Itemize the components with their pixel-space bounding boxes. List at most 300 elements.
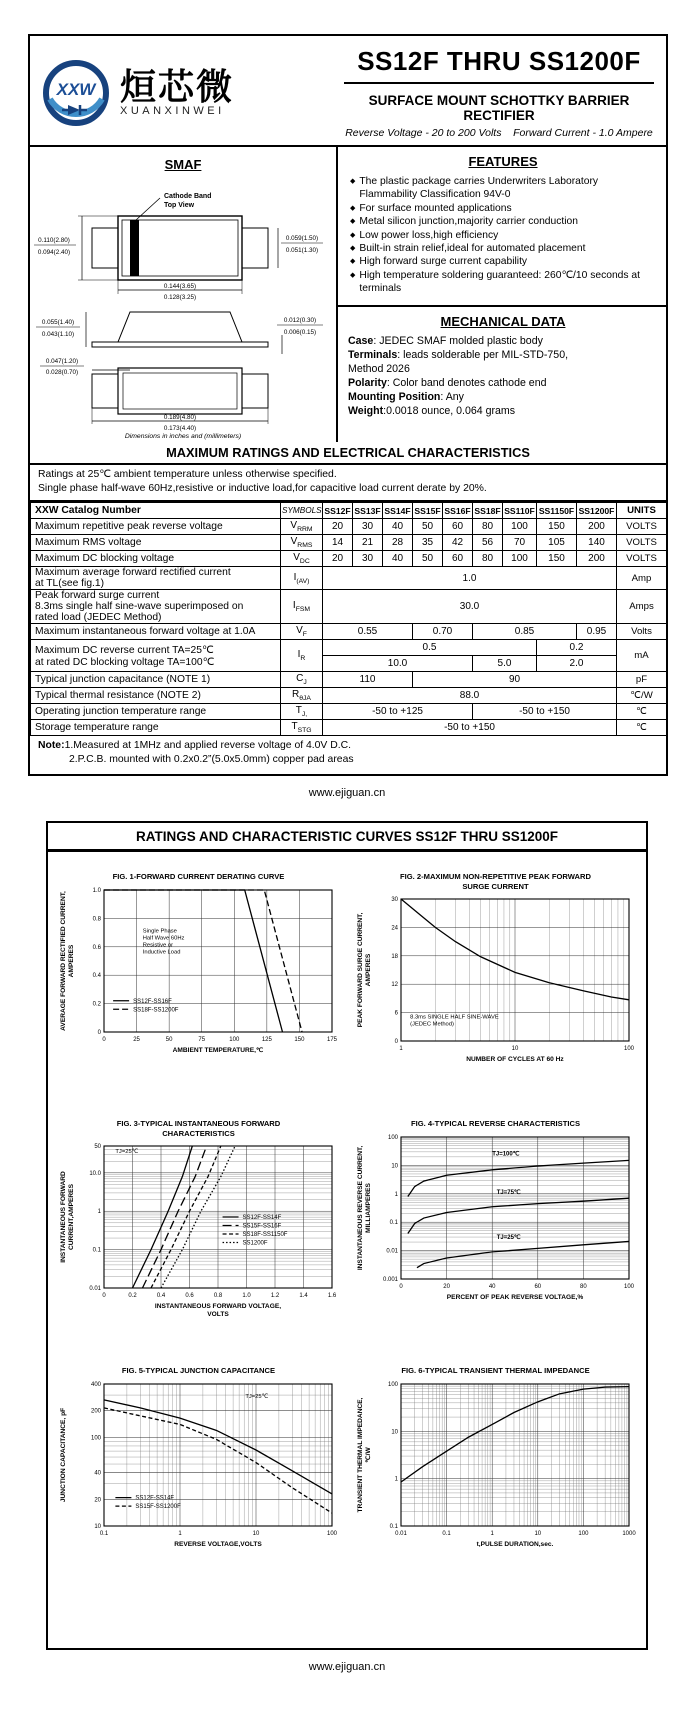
svg-text:1.2: 1.2 xyxy=(270,1293,279,1300)
bullet-icon: ◆ xyxy=(350,244,356,252)
fig1-title: FIG. 1-FORWARD CURRENT DERATING CURVE xyxy=(112,872,285,882)
svg-text:TJ=25℃: TJ=25℃ xyxy=(244,1393,268,1400)
unit-cell: VOLTS xyxy=(617,551,667,567)
svg-text:0: 0 xyxy=(97,1029,101,1036)
unit-cell: Volts xyxy=(617,624,667,640)
features-heading: FEATURES xyxy=(468,154,538,169)
svg-text:(JEDEC Method): (JEDEC Method) xyxy=(409,1021,454,1028)
svg-text:INSTANTANEOUS REVERSE CURRENT,: INSTANTANEOUS REVERSE CURRENT, xyxy=(356,1145,364,1270)
unit-cell: VOLTS xyxy=(617,519,667,535)
svg-text:JUNCTION CAPACITANCE, pF: JUNCTION CAPACITANCE, pF xyxy=(59,1407,67,1502)
svg-text:200: 200 xyxy=(90,1408,101,1415)
svg-text:TJ=25℃: TJ=25℃ xyxy=(114,1149,138,1156)
unit-cell: mA xyxy=(617,640,667,672)
svg-text:0.1: 0.1 xyxy=(389,1523,398,1530)
svg-text:NUMBER OF CYCLES AT 60 Hz: NUMBER OF CYCLES AT 60 Hz xyxy=(465,1056,564,1064)
figure-1 xyxy=(56,860,342,1105)
value-cell: 200 xyxy=(577,551,617,567)
svg-text:Single Phase: Single Phase xyxy=(142,928,177,935)
row-label: Maximum RMS voltage xyxy=(31,535,281,551)
feature-text: Low power loss,high efficiency xyxy=(359,229,499,241)
features-list xyxy=(348,175,658,295)
dim-label: 0.051(1.30) xyxy=(285,247,319,254)
svg-text:0.1: 0.1 xyxy=(99,1530,108,1537)
svg-text:100: 100 xyxy=(228,1036,239,1043)
svg-text:CURRENT,AMPERES: CURRENT,AMPERES xyxy=(67,1184,75,1251)
bullet-icon: ◆ xyxy=(350,204,356,212)
row-symbol: $C_J$ xyxy=(281,672,323,688)
value-cell: 20 xyxy=(323,519,353,535)
feature-item xyxy=(348,229,658,242)
svg-text:80: 80 xyxy=(579,1283,587,1290)
row-symbol: $I_{FSM}$ xyxy=(281,590,323,624)
datasheet-page-1 xyxy=(28,34,668,776)
svg-text:10: 10 xyxy=(533,1530,541,1537)
table-row xyxy=(31,535,667,551)
svg-text:SS15F-SS16F: SS15F-SS16F xyxy=(242,1223,281,1230)
value-cell: 28 xyxy=(383,535,413,551)
package-name: SMAF xyxy=(164,157,202,172)
row-label: Maximum instantaneous forward voltage at 1.0A xyxy=(31,624,281,640)
table-row xyxy=(31,672,667,688)
svg-text:0.01: 0.01 xyxy=(394,1530,407,1537)
svg-text:TJ=25℃: TJ=25℃ xyxy=(496,1234,521,1241)
row-label: Maximum DC reverse current TA=25℃ at rated DC blocking voltage TA=100℃ xyxy=(31,640,281,672)
unit-cell: Amp xyxy=(617,567,667,590)
feature-text: Metal silicon junction,majority carrier conduction xyxy=(359,216,579,228)
svg-text:Resistive or: Resistive or xyxy=(142,942,173,949)
svg-text:20: 20 xyxy=(442,1283,450,1290)
svg-text:25: 25 xyxy=(132,1036,140,1043)
part-number-header: SS13F xyxy=(353,503,383,519)
row-symbol: $T_{STG}$ xyxy=(281,720,323,736)
value-cell: 60 xyxy=(443,551,473,567)
svg-text:10.0: 10.0 xyxy=(88,1170,101,1177)
logo-emblem-icon xyxy=(40,57,112,129)
svg-text:PERCENT OF PEAK REVERSE VOLTAG: PERCENT OF PEAK REVERSE VOLTAGE,% xyxy=(446,1293,583,1301)
value-cell: 100 xyxy=(503,519,537,535)
symbols-header: SYMBOLS xyxy=(281,503,323,519)
value-cell: 80 xyxy=(473,519,503,535)
note-label: Note: xyxy=(38,740,65,752)
svg-text:40: 40 xyxy=(488,1283,496,1290)
value-cell: 2.0 xyxy=(537,656,617,672)
fig6-title: FIG. 6-TYPICAL TRANSIENT THERMAL IMPEDANCE xyxy=(401,1366,590,1376)
figure-6 xyxy=(353,1354,639,1589)
row-symbol: $T_{J,}$ xyxy=(281,704,323,720)
svg-text:60: 60 xyxy=(533,1283,541,1290)
svg-text:100: 100 xyxy=(623,1046,634,1053)
value-cell: 40 xyxy=(383,519,413,535)
dim-label: 0.047(1.20) xyxy=(45,358,79,365)
header xyxy=(30,36,666,147)
fig3-chart xyxy=(56,1138,342,1352)
fig5-chart xyxy=(56,1376,342,1590)
svg-text:1.4: 1.4 xyxy=(298,1293,308,1300)
value-cell: 70 xyxy=(503,535,537,551)
value-cell: 35 xyxy=(413,535,443,551)
svg-text:MILLIAMPERES: MILLIAMPERES xyxy=(364,1182,372,1233)
dim-label: 0.110(2.80) xyxy=(38,237,70,244)
value-cell: 60 xyxy=(443,519,473,535)
bullet-icon: ◆ xyxy=(350,271,356,279)
value-cell: 140 xyxy=(577,535,617,551)
svg-text:SS1200F: SS1200F xyxy=(242,1240,268,1247)
svg-text:PEAK FORWARD SURGE CURRENT,: PEAK FORWARD SURGE CURRENT, xyxy=(356,912,364,1028)
feature-item xyxy=(348,255,658,268)
brand-name-chinese: 烜芯微 xyxy=(120,65,235,107)
value-cell: 10.0 xyxy=(323,656,473,672)
brand-name-english: XUANXINWEI xyxy=(120,105,225,118)
part-number-header: SS18F xyxy=(473,503,503,519)
svg-text:t,PULSE DURATION,sec.: t,PULSE DURATION,sec. xyxy=(476,1540,553,1548)
figure-5 xyxy=(56,1354,342,1589)
svg-text:SS12F-SS14F: SS12F-SS14F xyxy=(242,1215,281,1222)
row-label: Maximum average forward rectified current at TL(see fig.1) xyxy=(31,567,281,590)
ratings-heading: MAXIMUM RATINGS AND ELECTRICAL CHARACTERISTICS xyxy=(30,442,666,465)
svg-text:1: 1 xyxy=(394,1476,398,1483)
svg-text:0.1: 0.1 xyxy=(92,1247,101,1254)
dim-label: 0.055(1.40) xyxy=(41,319,75,326)
value-cell: 30.0 xyxy=(323,590,617,624)
svg-text:100: 100 xyxy=(623,1283,634,1290)
cathode-callout: Cathode Band xyxy=(164,193,212,200)
table-row xyxy=(31,567,667,590)
row-label: Operating junction temperature range xyxy=(31,704,281,720)
svg-text:1: 1 xyxy=(490,1530,494,1537)
svg-text:0.1: 0.1 xyxy=(441,1530,451,1537)
part-number-header: SS16F xyxy=(443,503,473,519)
part-number-header: SS14F xyxy=(383,503,413,519)
value-cell: 50 xyxy=(413,551,443,567)
figure-4 xyxy=(353,1107,639,1352)
svg-text:0.8: 0.8 xyxy=(92,916,101,923)
dim-label: 0.028(0.70) xyxy=(45,369,79,376)
svg-text:100: 100 xyxy=(387,1134,398,1141)
fig3-title: FIG. 3-TYPICAL INSTANTANEOUS FORWARD CHARACTERISTICS xyxy=(116,1119,281,1138)
value-cell: 0.5 xyxy=(323,640,537,656)
svg-text:125: 125 xyxy=(261,1036,272,1043)
svg-text:10: 10 xyxy=(93,1523,101,1530)
value-cell: 42 xyxy=(443,535,473,551)
series-SS12F-SS14F xyxy=(104,1399,332,1493)
dim-label: 0.128(3.25) xyxy=(163,294,197,301)
svg-text:150: 150 xyxy=(293,1036,304,1043)
value-cell: 150 xyxy=(537,551,577,567)
value-cell: 110 xyxy=(323,672,413,688)
svg-text:Half Wave 60Hz: Half Wave 60Hz xyxy=(142,935,184,942)
bullet-icon: ◆ xyxy=(350,218,356,226)
mechanical-line: Terminals: leads solderable per MIL-STD-750, xyxy=(348,349,569,362)
features-section xyxy=(338,147,666,307)
table-row xyxy=(31,519,667,535)
value-cell: 21 xyxy=(353,535,383,551)
value-cell: 0.70 xyxy=(413,624,473,640)
svg-text:0.6: 0.6 xyxy=(92,944,101,951)
svg-text:8.3ms SINGLE HALF SINE-WAVE: 8.3ms SINGLE HALF SINE-WAVE xyxy=(409,1014,499,1021)
svg-text:1: 1 xyxy=(394,1191,398,1198)
svg-text:40: 40 xyxy=(93,1470,101,1477)
dim-label: 0.006(0.15) xyxy=(283,329,317,336)
dim-label: 0.059(1.50) xyxy=(285,235,319,242)
part-number-header: SS110F xyxy=(503,503,537,519)
value-cell: 56 xyxy=(473,535,503,551)
table-header-row xyxy=(31,503,667,519)
svg-text:100: 100 xyxy=(326,1530,337,1537)
svg-text:SS18F-SS1200F: SS18F-SS1200F xyxy=(132,1006,178,1013)
svg-text:100: 100 xyxy=(387,1381,398,1388)
value-cell: -50 to +150 xyxy=(473,704,617,720)
svg-text:1: 1 xyxy=(177,1530,182,1537)
feature-text: High temperature soldering guaranteed: 260℃/10 seconds at terminals xyxy=(359,269,640,294)
svg-text:50: 50 xyxy=(93,1144,101,1151)
svg-text:SS12F-SS14F: SS12F-SS14F xyxy=(134,1495,174,1502)
feature-text: Built-in strain relief,ideal for automated placement xyxy=(359,242,586,254)
svg-text:SS12F-SS16F: SS12F-SS16F xyxy=(132,998,172,1005)
mechanical-line: Polarity: Color band denotes cathode end xyxy=(348,377,547,390)
series-SS12F-SS16F xyxy=(104,890,282,1032)
value-cell: 88.0 xyxy=(323,688,617,704)
value-cell: 20 xyxy=(323,551,353,567)
value-cell: 200 xyxy=(577,519,617,535)
svg-text:1.0: 1.0 xyxy=(241,1293,251,1300)
table-row xyxy=(31,720,667,736)
value-cell: 30 xyxy=(353,551,383,567)
notes-section xyxy=(30,736,666,774)
row-symbol: $R_{\theta JA}$ xyxy=(281,688,323,704)
svg-text:1.0: 1.0 xyxy=(92,887,101,894)
table-row xyxy=(31,688,667,704)
svg-text:℃/W: ℃/W xyxy=(364,1446,372,1463)
svg-text:INSTANTANEOUS FORWARD VOLTAGE,: INSTANTANEOUS FORWARD VOLTAGE, xyxy=(154,1303,281,1311)
dim-label: 0.043(1.10) xyxy=(41,331,75,338)
svg-text:20: 20 xyxy=(93,1496,101,1503)
svg-text:0: 0 xyxy=(394,1039,398,1046)
svg-text:400: 400 xyxy=(90,1381,101,1388)
value-cell: 80 xyxy=(473,551,503,567)
table-row xyxy=(31,624,667,640)
fig5-title: FIG. 5-TYPICAL JUNCTION CAPACITANCE xyxy=(121,1366,276,1376)
value-cell: 0.55 xyxy=(323,624,413,640)
mechanical-line: Weight:0.0018 ounce, 0.064 grams xyxy=(348,405,516,418)
series-TJ=25℃ xyxy=(416,1241,628,1267)
svg-text:TJ=100℃: TJ=100℃ xyxy=(491,1151,519,1158)
table-row xyxy=(31,551,667,567)
catalog-number-header: XXW Catalog Number xyxy=(31,503,281,519)
units-header: UNITS xyxy=(617,503,667,519)
part-number-header: SS15F xyxy=(413,503,443,519)
svg-text:Inductive Load: Inductive Load xyxy=(142,949,180,956)
row-symbol: $V_{RMS}$ xyxy=(281,535,323,551)
value-cell: 1.0 xyxy=(323,567,617,590)
svg-text:1.6: 1.6 xyxy=(327,1293,336,1300)
cathode-callout-2: Top View xyxy=(164,202,195,209)
svg-text:AMBIENT TEMPERATURE,℃: AMBIENT TEMPERATURE,℃ xyxy=(172,1046,263,1054)
figure-3 xyxy=(56,1107,342,1352)
figures-grid xyxy=(48,852,646,1589)
row-label: Typical thermal resistance (NOTE 2) xyxy=(31,688,281,704)
value-cell: 14 xyxy=(323,535,353,551)
fig2-chart xyxy=(353,891,639,1105)
svg-text:0.01: 0.01 xyxy=(385,1248,398,1255)
svg-text:0: 0 xyxy=(101,1293,106,1300)
series-transient thermal impedance xyxy=(401,1386,629,1481)
note-line: 1.Measured at 1MHz and applied reverse voltage of 4.0V D.C. xyxy=(64,740,352,752)
svg-text:AVERAGE FORWARD RECTIFIED CURR: AVERAGE FORWARD RECTIFIED CURRENT, xyxy=(59,890,67,1031)
figure-2 xyxy=(353,860,639,1105)
title-divider xyxy=(344,82,654,84)
svg-text:0.2: 0.2 xyxy=(92,1001,101,1008)
page-title: SS12F THRU SS1200F xyxy=(357,46,641,76)
website-link[interactable]: www.ejiguan.cn xyxy=(308,787,386,800)
feature-text: High forward surge current capability xyxy=(359,256,528,268)
value-cell: 5.0 xyxy=(473,656,537,672)
dim-label: 0.012(0.30) xyxy=(283,317,317,324)
svg-text:TRANSIENT THERMAL IMPEDANCE,: TRANSIENT THERMAL IMPEDANCE, xyxy=(356,1397,364,1513)
unit-cell: ℃/W xyxy=(617,688,667,704)
row-symbol: $V_{DC}$ xyxy=(281,551,323,567)
condition-line: Single phase half-wave 60Hz,resistive or inductive load,for capacitive load current derate by 20%. xyxy=(38,483,487,495)
svg-text:0.2: 0.2 xyxy=(127,1293,137,1300)
svg-text:INSTANTANEOUS FORWARD: INSTANTANEOUS FORWARD xyxy=(59,1171,67,1263)
svg-text:REVERSE VOLTAGE,VOLTS: REVERSE VOLTAGE,VOLTS xyxy=(173,1540,262,1548)
svg-text:0.6: 0.6 xyxy=(184,1293,194,1300)
row-symbol: $V_{RRM}$ xyxy=(281,519,323,535)
feature-item xyxy=(348,215,658,228)
note-line: 2.P.C.B. mounted with 0.2x0.2”(5.0x5.0mm) copper pad areas xyxy=(69,754,354,766)
mechanical-line: Method 2026 xyxy=(348,363,410,376)
bullet-icon: ◆ xyxy=(350,258,356,266)
dim-label: 0.094(2.40) xyxy=(37,249,71,256)
row-label: Maximum repetitive peak reverse voltage xyxy=(31,519,281,535)
row-label: Peak forward surge current 8.3ms single half sine-wave superimposed on rated load (JEDEC Method) xyxy=(31,590,281,624)
package-drawing xyxy=(30,178,330,432)
unit-cell: ℃ xyxy=(617,720,667,736)
unit-cell: Amps xyxy=(617,590,667,624)
svg-text:30: 30 xyxy=(390,897,398,904)
part-number-header: SS1200F xyxy=(577,503,617,519)
svg-text:1: 1 xyxy=(97,1209,101,1216)
part-number-header: SS1150F xyxy=(537,503,577,519)
unit-cell: VOLTS xyxy=(617,535,667,551)
mechanical-line: Case: JEDEC SMAF molded plastic body xyxy=(348,335,543,348)
mechanical-list xyxy=(348,335,658,419)
svg-text:175: 175 xyxy=(326,1036,337,1043)
dimensions-footnote: Dimensions in inches and (millimeters) xyxy=(124,433,242,440)
bullet-icon: ◆ xyxy=(350,178,356,185)
mechanical-heading: MECHANICAL DATA xyxy=(440,314,566,330)
value-cell: 100 xyxy=(503,551,537,567)
svg-text:AMPERES: AMPERES xyxy=(364,953,372,987)
svg-text:TJ=75℃: TJ=75℃ xyxy=(496,1189,521,1196)
package-outline-section xyxy=(30,147,338,442)
datasheet-page-2 xyxy=(46,821,648,1649)
svg-text:0.4: 0.4 xyxy=(92,972,101,979)
feature-text: The plastic package carries Underwriters Laboratory Flammability Classification 94V-0 xyxy=(359,176,599,201)
svg-text:SS18F-SS1150F: SS18F-SS1150F xyxy=(242,1232,287,1239)
condition-line: Ratings at 25℃ ambient temperature unless otherwise specified. xyxy=(38,469,337,480)
row-label: Typical junction capacitance (NOTE 1) xyxy=(31,672,281,688)
svg-text:0.1: 0.1 xyxy=(389,1219,398,1226)
bullet-icon: ◆ xyxy=(350,231,356,239)
value-cell: -50 to +125 xyxy=(323,704,473,720)
logo-xxw-text: XXW xyxy=(56,79,96,99)
document-subtitle: SURFACE MOUNT SCHOTTKY BARRIER RECTIFIER xyxy=(368,93,630,123)
svg-text:0.01: 0.01 xyxy=(88,1286,101,1293)
svg-text:1000: 1000 xyxy=(621,1530,636,1537)
value-cell: 150 xyxy=(537,519,577,535)
header-titles xyxy=(340,46,658,139)
mechanical-data-section xyxy=(338,307,666,427)
ratings-conditions xyxy=(30,465,666,502)
value-cell: 50 xyxy=(413,519,443,535)
svg-text:12: 12 xyxy=(390,982,398,989)
svg-text:10: 10 xyxy=(390,1428,398,1435)
row-label: Storage temperature range xyxy=(31,720,281,736)
voltage-current-tagline: Reverse Voltage - 20 to 200 Volts Forward Current - 1.0 Ampere xyxy=(345,127,653,139)
row-label: Maximum DC blocking voltage xyxy=(31,551,281,567)
value-cell: 105 xyxy=(537,535,577,551)
value-cell: 0.2 xyxy=(537,640,617,656)
fig1-chart xyxy=(56,882,342,1096)
svg-text:0: 0 xyxy=(398,1283,403,1290)
svg-text:18: 18 xyxy=(390,953,398,960)
svg-text:1: 1 xyxy=(398,1046,403,1053)
svg-text:6: 6 xyxy=(394,1010,398,1017)
svg-text:0.001: 0.001 xyxy=(382,1276,398,1283)
svg-text:10: 10 xyxy=(511,1046,518,1053)
row-symbol: $V_F$ xyxy=(281,624,323,640)
series-TJ=75℃ xyxy=(407,1198,628,1233)
fig6-chart xyxy=(353,1376,639,1590)
mechanical-line: Mounting Position: Any xyxy=(348,391,464,404)
svg-text:10: 10 xyxy=(252,1530,259,1537)
feature-item xyxy=(348,269,658,296)
feature-item xyxy=(348,202,658,215)
feature-text: For surface mounted applications xyxy=(359,202,512,214)
svg-text:50: 50 xyxy=(165,1036,172,1043)
svg-text:0.8: 0.8 xyxy=(213,1293,222,1300)
svg-text:SS15F-SS1200F: SS15F-SS1200F xyxy=(134,1503,181,1510)
svg-text:100: 100 xyxy=(90,1434,101,1441)
dim-label: 0.189(4.80) xyxy=(163,414,197,421)
value-cell: 90 xyxy=(413,672,617,688)
part-number-header: SS12F xyxy=(323,503,353,519)
curves-heading: RATINGS AND CHARACTERISTIC CURVES SS12F THRU SS1200F xyxy=(48,823,646,852)
value-cell: 40 xyxy=(383,551,413,567)
fig4-title: FIG. 4-TYPICAL REVERSE CHARACTERISTICS xyxy=(410,1119,581,1129)
feature-item xyxy=(348,175,658,202)
value-cell: 0.85 xyxy=(473,624,577,640)
svg-text:75: 75 xyxy=(197,1036,205,1043)
svg-text:0.4: 0.4 xyxy=(156,1293,165,1300)
svg-text:AMPERES: AMPERES xyxy=(67,944,75,977)
svg-text:VOLTS: VOLTS xyxy=(206,1311,229,1319)
svg-text:0: 0 xyxy=(101,1036,106,1043)
svg-text:10: 10 xyxy=(390,1163,398,1170)
table-row xyxy=(31,704,667,720)
value-cell: 30 xyxy=(353,519,383,535)
ratings-table xyxy=(30,502,667,736)
value-cell: -50 to +150 xyxy=(323,720,617,736)
svg-text:100: 100 xyxy=(577,1530,588,1537)
unit-cell: pF xyxy=(617,672,667,688)
fig4-chart xyxy=(353,1129,639,1343)
row-symbol: $I_{(AV)}$ xyxy=(281,567,323,590)
svg-text:24: 24 xyxy=(390,925,398,932)
website-link[interactable]: www.ejiguan.cn xyxy=(308,1660,386,1673)
fig2-title: FIG. 2-MAXIMUM NON-REPETITIVE PEAK FORWARD SURGE CURRENT xyxy=(400,872,591,891)
